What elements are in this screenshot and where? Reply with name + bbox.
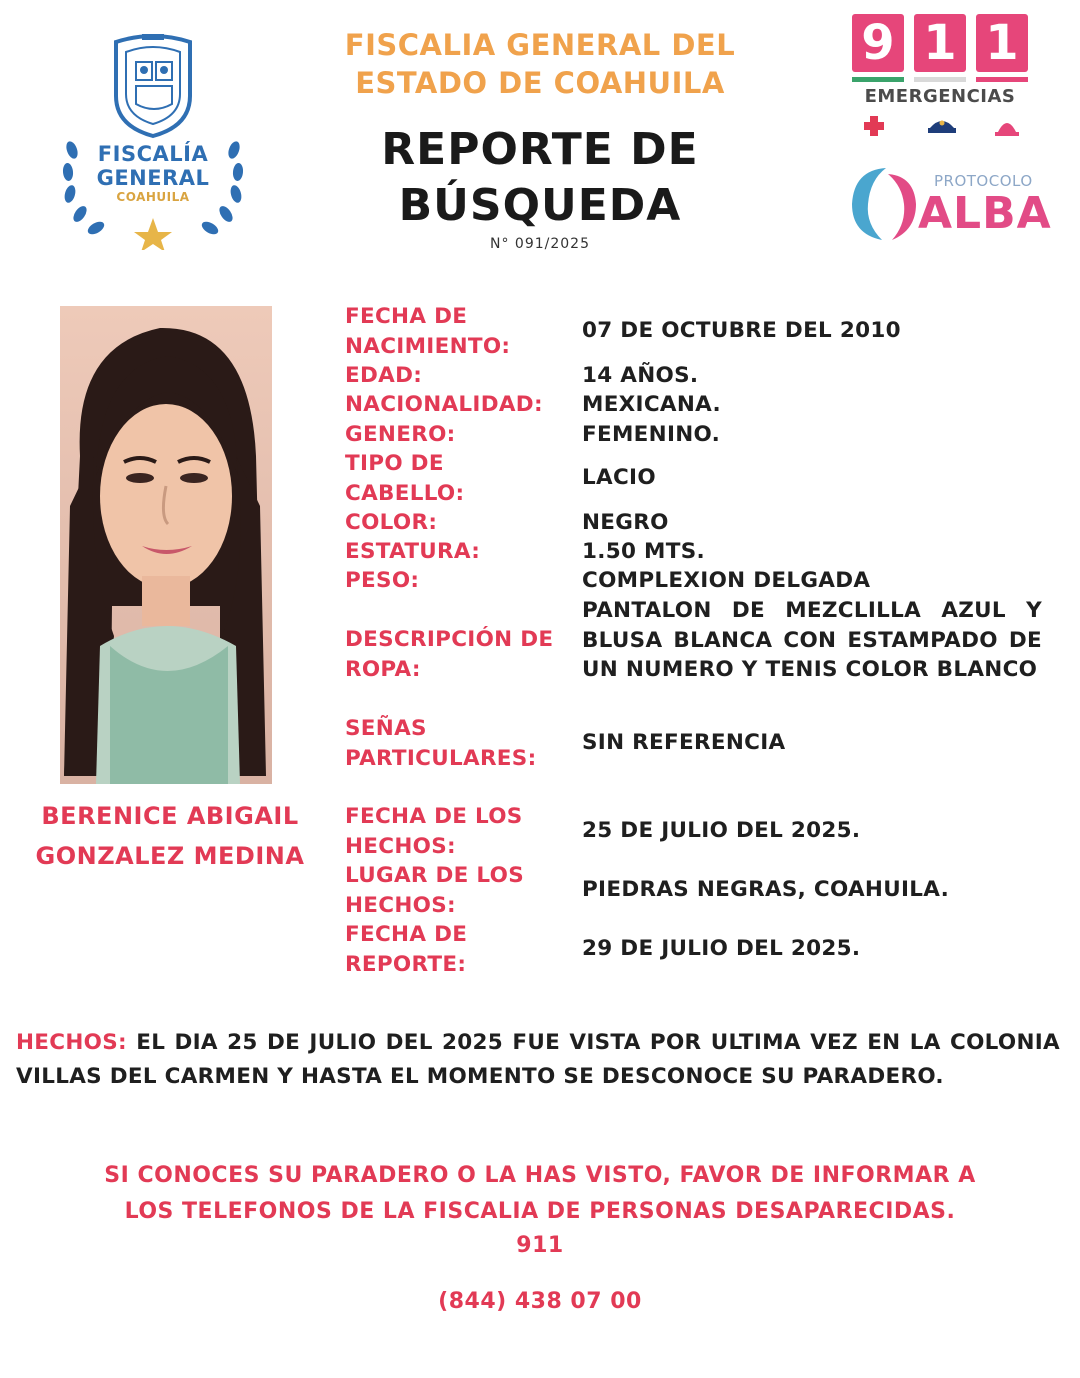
nationality-label: NACIONALIDAD: — [345, 392, 543, 417]
age-label: EDAD: — [345, 363, 423, 388]
hair-color-value: NEGRO — [582, 510, 669, 535]
event-date-label-line2: HECHOS: — [345, 833, 456, 859]
age-value: 14 AÑOS. — [582, 363, 699, 388]
facts-text: EL DIA 25 DE JULIO DEL 2025 FUE VISTA POR ULTIMA VEZ EN LA COLONIA VILLAS DEL CARMEN Y HASTA EL MOMENTO SE DESCONOCE SU PARADERO. — [16, 1030, 1060, 1089]
report-number: N° 091/2025 — [490, 236, 590, 252]
protocolo-alba-logo — [848, 160, 1052, 250]
report-title-line2: BÚSQUEDA — [398, 180, 682, 231]
missing-person-photo — [60, 306, 272, 784]
clothing-label-line2: ROPA: — [345, 656, 421, 682]
report-date-value: 29 DE JULIO DEL 2025. — [582, 936, 861, 961]
digit-9: 9 — [852, 14, 904, 72]
appeal-line2: LOS TELEFONOS DE LA FISCALIA DE PERSONAS DESAPARECIDAS. — [124, 1199, 956, 1224]
weight-label: PESO: — [345, 568, 420, 593]
distinguishing-marks-label — [345, 714, 575, 773]
gender-value: FEMENINO. — [582, 422, 721, 447]
stripe-green — [852, 77, 904, 82]
clothing-label — [345, 625, 575, 684]
clothing-value: PANTALON DE MEZCLILLA AZUL Y BLUSA BLANCA CON ESTAMPADO DE UN NUMERO Y TENIS COLOR BLANCO — [582, 598, 1042, 682]
stripe-red — [976, 77, 1028, 82]
digit-1-b: 1 — [976, 14, 1028, 72]
event-place-value: PIEDRAS NEGRAS, COAHUILA. — [582, 877, 950, 902]
hair-color-label: COLOR: — [345, 510, 438, 535]
hair-type-label — [345, 449, 575, 508]
alba-text: ALBA — [918, 188, 1052, 239]
nationality-value: MEXICANA. — [582, 392, 721, 417]
digit-1-a: 1 — [914, 14, 966, 72]
birth-date-label-line2: NACIMIENTO: — [345, 333, 511, 359]
height-value: 1.50 MTS. — [582, 539, 705, 564]
report-title-line1: REPORTE DE — [381, 124, 699, 175]
person-name-line1: BERENICE ABIGAIL — [41, 802, 299, 830]
distinguishing-marks-label-line1: SEÑAS — [345, 716, 427, 741]
general-word: GENERAL — [96, 166, 210, 190]
report-date-label — [345, 920, 575, 979]
event-place-label-line2: HECHOS: — [345, 892, 456, 918]
fiscalia-word: FISCALÍA — [97, 142, 209, 166]
event-date-label — [345, 802, 575, 861]
emergency-number: 911 — [516, 1233, 564, 1258]
fiscalia-logo — [58, 30, 248, 250]
emergencias-label: EMERGENCIAS — [864, 86, 1016, 107]
event-place-label — [345, 861, 575, 920]
organization-name-line2: ESTADO DE COAHUILA — [355, 66, 725, 100]
organization-name-line1: FISCALIA GENERAL DEL — [344, 28, 736, 62]
protocolo-text: PROTOCOLO — [934, 172, 1033, 190]
facts-label: HECHOS: — [16, 1030, 127, 1055]
medical-cross-icon — [862, 114, 886, 138]
portrait-illustration — [60, 306, 272, 784]
hair-type-value: LACIO — [582, 465, 656, 490]
birth-date-label-line1: FECHA DE — [345, 304, 468, 329]
hair-type-label-line1: TIPO DE — [345, 451, 444, 476]
height-label: ESTATURA: — [345, 539, 481, 564]
birth-date-value: 07 DE OCTUBRE DEL 2010 — [582, 318, 901, 343]
weight-value: COMPLEXION DELGADA — [582, 568, 871, 593]
event-place-label-line1: LUGAR DE LOS — [345, 863, 525, 888]
report-date-label-line1: FECHA DE — [345, 922, 468, 947]
distinguishing-marks-value: SIN REFERENCIA — [582, 730, 786, 755]
report-date-label-line2: REPORTE: — [345, 951, 467, 977]
appeal-line1: SI CONOCES SU PARADERO O LA HAS VISTO, FAVOR DE INFORMAR A — [104, 1163, 976, 1188]
contact-phone: (844) 438 07 00 — [438, 1289, 642, 1314]
facts-paragraph — [16, 1026, 1060, 1094]
event-date-value: 25 DE JULIO DEL 2025. — [582, 818, 861, 843]
emergency-911-logo — [852, 14, 1028, 144]
clothing-label-line1: DESCRIPCIÓN DE — [345, 627, 554, 652]
stripe-white — [914, 77, 966, 82]
event-date-label-line1: FECHA DE LOS — [345, 804, 523, 829]
distinguishing-marks-label-line2: PARTICULARES: — [345, 745, 537, 771]
woman-profile-icon — [848, 164, 924, 244]
coahuila-word: COAHUILA — [116, 190, 190, 204]
fire-helmet-icon — [994, 114, 1020, 138]
hair-type-label-line2: CABELLO: — [345, 480, 465, 506]
police-cap-icon — [926, 114, 958, 138]
gender-label: GENERO: — [345, 422, 456, 447]
person-name-line2: GONZALEZ MEDINA — [35, 842, 305, 870]
birth-date-label — [345, 302, 575, 361]
